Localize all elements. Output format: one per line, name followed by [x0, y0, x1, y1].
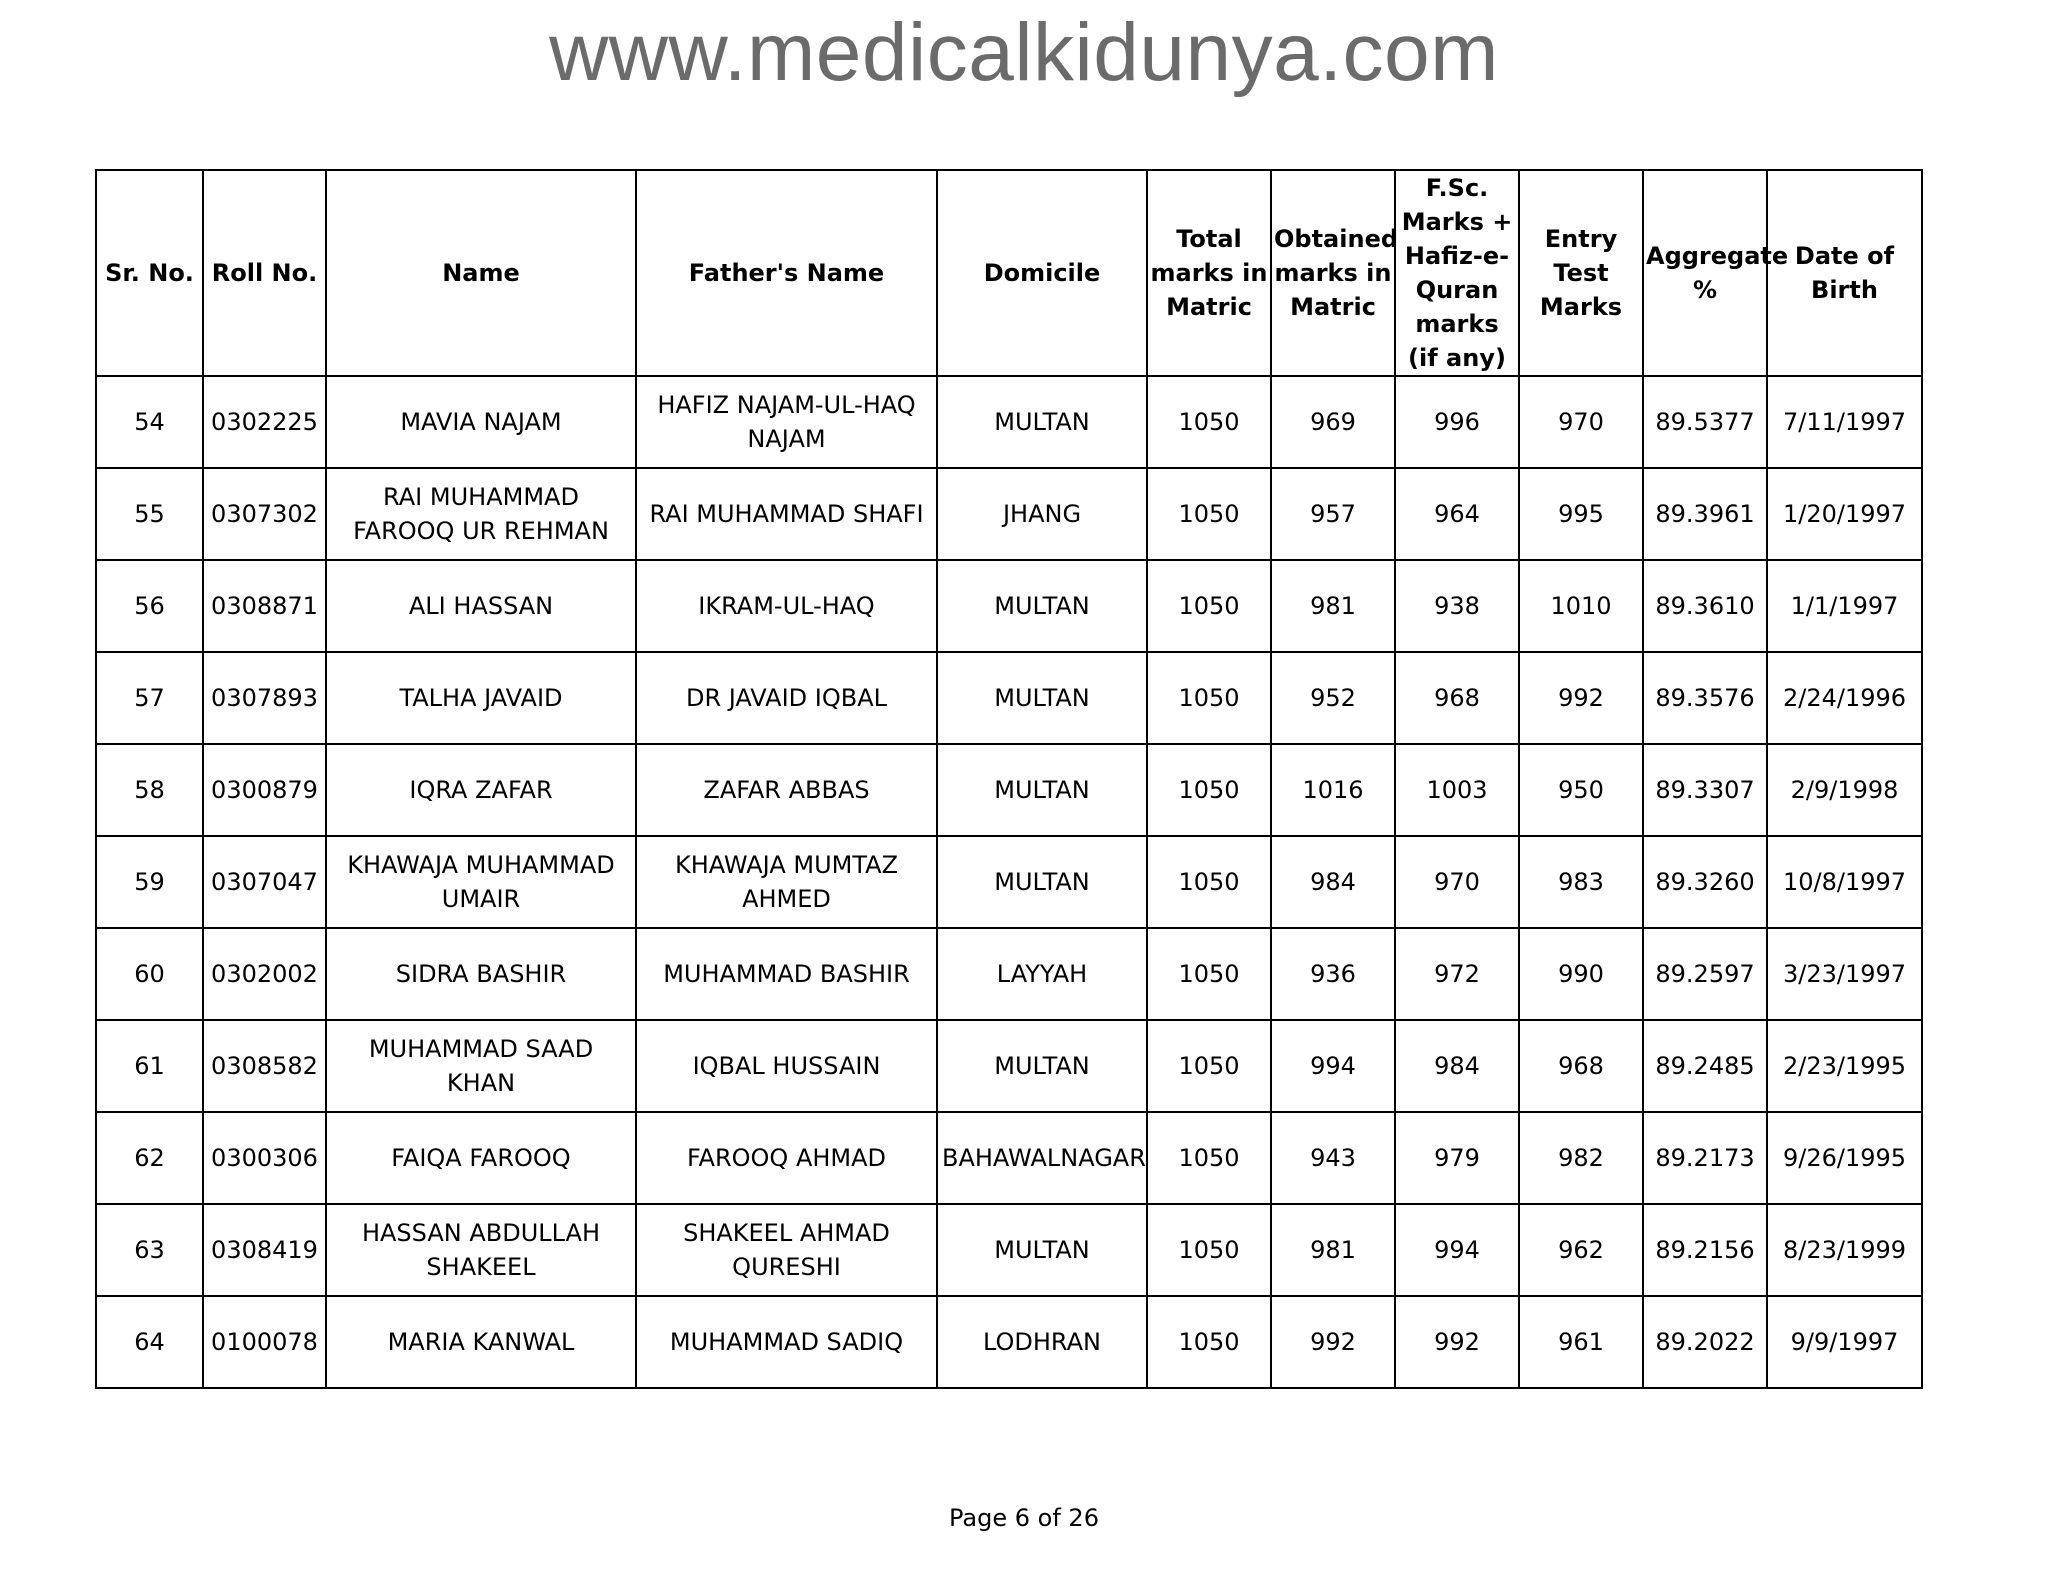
table-row: [96, 1296, 1922, 1388]
cell-total-marks-matric: 1050: [1147, 376, 1271, 468]
cell-date-of-birth: 9/9/1997: [1767, 1296, 1922, 1388]
cell-total-marks-matric: 1050: [1147, 560, 1271, 652]
cell-name: KHAWAJA MUHAMMAD UMAIR: [326, 836, 636, 928]
cell-fathers-name: FAROOQ AHMAD: [636, 1112, 937, 1204]
cell-roll-no: 0307302: [203, 468, 326, 560]
header-roll-no: Roll No.: [203, 170, 326, 376]
cell-obtained-marks-matric: 952: [1271, 652, 1395, 744]
cell-sr-no: 57: [96, 652, 203, 744]
cell-aggregate: 89.2173: [1643, 1112, 1767, 1204]
cell-aggregate: 89.3961: [1643, 468, 1767, 560]
cell-roll-no: 0307893: [203, 652, 326, 744]
table-row: [96, 560, 1922, 652]
cell-domicile: MULTAN: [937, 560, 1147, 652]
cell-entry-test-marks: 995: [1519, 468, 1643, 560]
cell-roll-no: 0308582: [203, 1020, 326, 1112]
cell-fathers-name: IKRAM-UL-HAQ: [636, 560, 937, 652]
table-header: [96, 170, 1922, 376]
cell-entry-test-marks: 982: [1519, 1112, 1643, 1204]
cell-entry-test-marks: 983: [1519, 836, 1643, 928]
cell-fathers-name: RAI MUHAMMAD SHAFI: [636, 468, 937, 560]
cell-roll-no: 0308871: [203, 560, 326, 652]
cell-date-of-birth: 2/9/1998: [1767, 744, 1922, 836]
cell-entry-test-marks: 950: [1519, 744, 1643, 836]
cell-domicile: JHANG: [937, 468, 1147, 560]
cell-sr-no: 56: [96, 560, 203, 652]
cell-roll-no: 0302002: [203, 928, 326, 1020]
cell-name: TALHA JAVAID: [326, 652, 636, 744]
cell-date-of-birth: 2/23/1995: [1767, 1020, 1922, 1112]
cell-aggregate: 89.5377: [1643, 376, 1767, 468]
header-fathers-name: Father's Name: [636, 170, 937, 376]
cell-aggregate: 89.3260: [1643, 836, 1767, 928]
cell-name: HASSAN ABDULLAH SHAKEEL: [326, 1204, 636, 1296]
cell-fsc-marks: 979: [1395, 1112, 1519, 1204]
cell-date-of-birth: 1/20/1997: [1767, 468, 1922, 560]
cell-fathers-name: MUHAMMAD BASHIR: [636, 928, 937, 1020]
cell-date-of-birth: 1/1/1997: [1767, 560, 1922, 652]
cell-fsc-marks: 1003: [1395, 744, 1519, 836]
cell-entry-test-marks: 1010: [1519, 560, 1643, 652]
cell-fathers-name: SHAKEEL AHMAD QURESHI: [636, 1204, 937, 1296]
header-date-of-birth: Date of Birth: [1767, 170, 1922, 376]
cell-sr-no: 55: [96, 468, 203, 560]
cell-fsc-marks: 984: [1395, 1020, 1519, 1112]
cell-sr-no: 63: [96, 1204, 203, 1296]
cell-date-of-birth: 9/26/1995: [1767, 1112, 1922, 1204]
header-obtained-marks-matric: Obtained marks in Matric: [1271, 170, 1395, 376]
cell-aggregate: 89.2485: [1643, 1020, 1767, 1112]
cell-date-of-birth: 3/23/1997: [1767, 928, 1922, 1020]
cell-total-marks-matric: 1050: [1147, 928, 1271, 1020]
cell-fsc-marks: 938: [1395, 560, 1519, 652]
header-aggregate: Aggregate %: [1643, 170, 1767, 376]
cell-aggregate: 89.2597: [1643, 928, 1767, 1020]
cell-fsc-marks: 968: [1395, 652, 1519, 744]
table-row: [96, 376, 1922, 468]
cell-fsc-marks: 994: [1395, 1204, 1519, 1296]
page-number: Page 6 of 26: [949, 1504, 1099, 1532]
cell-sr-no: 60: [96, 928, 203, 1020]
table-row: [96, 468, 1922, 560]
cell-name: MUHAMMAD SAAD KHAN: [326, 1020, 636, 1112]
cell-total-marks-matric: 1050: [1147, 744, 1271, 836]
cell-aggregate: 89.3307: [1643, 744, 1767, 836]
table-row: [96, 744, 1922, 836]
cell-fsc-marks: 964: [1395, 468, 1519, 560]
cell-roll-no: 0308419: [203, 1204, 326, 1296]
merit-list-table: [95, 169, 1923, 1389]
cell-name: RAI MUHAMMAD FAROOQ UR REHMAN: [326, 468, 636, 560]
table-row: [96, 1020, 1922, 1112]
cell-fathers-name: MUHAMMAD SADIQ: [636, 1296, 937, 1388]
cell-total-marks-matric: 1050: [1147, 1204, 1271, 1296]
table-body: [96, 376, 1922, 1388]
cell-total-marks-matric: 1050: [1147, 652, 1271, 744]
header-row: [96, 170, 1922, 376]
cell-entry-test-marks: 961: [1519, 1296, 1643, 1388]
cell-fathers-name: KHAWAJA MUMTAZ AHMED: [636, 836, 937, 928]
cell-domicile: MULTAN: [937, 376, 1147, 468]
table-row: [96, 1112, 1922, 1204]
cell-fsc-marks: 972: [1395, 928, 1519, 1020]
cell-obtained-marks-matric: 936: [1271, 928, 1395, 1020]
cell-roll-no: 0302225: [203, 376, 326, 468]
header-name: Name: [326, 170, 636, 376]
cell-domicile: MULTAN: [937, 1204, 1147, 1296]
cell-obtained-marks-matric: 981: [1271, 1204, 1395, 1296]
cell-date-of-birth: 7/11/1997: [1767, 376, 1922, 468]
cell-roll-no: 0307047: [203, 836, 326, 928]
cell-entry-test-marks: 970: [1519, 376, 1643, 468]
header-entry-test-marks: Entry Test Marks: [1519, 170, 1643, 376]
cell-entry-test-marks: 992: [1519, 652, 1643, 744]
cell-obtained-marks-matric: 957: [1271, 468, 1395, 560]
cell-fathers-name: ZAFAR ABBAS: [636, 744, 937, 836]
cell-sr-no: 62: [96, 1112, 203, 1204]
cell-aggregate: 89.3610: [1643, 560, 1767, 652]
cell-roll-no: 0300879: [203, 744, 326, 836]
header-total-marks-matric: Total marks in Matric: [1147, 170, 1271, 376]
cell-aggregate: 89.2022: [1643, 1296, 1767, 1388]
table-row: [96, 836, 1922, 928]
cell-entry-test-marks: 990: [1519, 928, 1643, 1020]
cell-aggregate: 89.3576: [1643, 652, 1767, 744]
cell-total-marks-matric: 1050: [1147, 1020, 1271, 1112]
cell-obtained-marks-matric: 994: [1271, 1020, 1395, 1112]
cell-domicile: LODHRAN: [937, 1296, 1147, 1388]
header-domicile: Domicile: [937, 170, 1147, 376]
cell-aggregate: 89.2156: [1643, 1204, 1767, 1296]
watermark-url: www.medicalkidunya.com: [549, 7, 1499, 98]
cell-date-of-birth: 10/8/1997: [1767, 836, 1922, 928]
cell-fathers-name: HAFIZ NAJAM-UL-HAQ NAJAM: [636, 376, 937, 468]
cell-domicile: MULTAN: [937, 836, 1147, 928]
cell-sr-no: 64: [96, 1296, 203, 1388]
cell-sr-no: 61: [96, 1020, 203, 1112]
cell-fathers-name: IQBAL HUSSAIN: [636, 1020, 937, 1112]
cell-entry-test-marks: 962: [1519, 1204, 1643, 1296]
cell-roll-no: 0100078: [203, 1296, 326, 1388]
cell-sr-no: 58: [96, 744, 203, 836]
header-sr-no: Sr. No.: [96, 170, 203, 376]
cell-total-marks-matric: 1050: [1147, 1112, 1271, 1204]
table-row: [96, 928, 1922, 1020]
cell-fsc-marks: 996: [1395, 376, 1519, 468]
cell-obtained-marks-matric: 984: [1271, 836, 1395, 928]
cell-domicile: BAHAWALNAGAR: [937, 1112, 1147, 1204]
cell-date-of-birth: 8/23/1999: [1767, 1204, 1922, 1296]
table-row: [96, 1204, 1922, 1296]
cell-total-marks-matric: 1050: [1147, 836, 1271, 928]
cell-obtained-marks-matric: 992: [1271, 1296, 1395, 1388]
cell-domicile: LAYYAH: [937, 928, 1147, 1020]
cell-obtained-marks-matric: 981: [1271, 560, 1395, 652]
cell-obtained-marks-matric: 1016: [1271, 744, 1395, 836]
cell-name: ALI HASSAN: [326, 560, 636, 652]
cell-entry-test-marks: 968: [1519, 1020, 1643, 1112]
cell-obtained-marks-matric: 943: [1271, 1112, 1395, 1204]
cell-name: MAVIA NAJAM: [326, 376, 636, 468]
cell-obtained-marks-matric: 969: [1271, 376, 1395, 468]
cell-name: SIDRA BASHIR: [326, 928, 636, 1020]
cell-domicile: MULTAN: [937, 744, 1147, 836]
header-fsc-marks: F.Sc. Marks + Hafiz-e-Quran marks (if any): [1395, 170, 1519, 376]
cell-name: FAIQA FAROOQ: [326, 1112, 636, 1204]
cell-domicile: MULTAN: [937, 652, 1147, 744]
cell-fsc-marks: 970: [1395, 836, 1519, 928]
cell-roll-no: 0300306: [203, 1112, 326, 1204]
cell-fsc-marks: 992: [1395, 1296, 1519, 1388]
cell-sr-no: 59: [96, 836, 203, 928]
cell-name: IQRA ZAFAR: [326, 744, 636, 836]
table-row: [96, 652, 1922, 744]
cell-fathers-name: DR JAVAID IQBAL: [636, 652, 937, 744]
cell-domicile: MULTAN: [937, 1020, 1147, 1112]
cell-total-marks-matric: 1050: [1147, 468, 1271, 560]
cell-sr-no: 54: [96, 376, 203, 468]
cell-total-marks-matric: 1050: [1147, 1296, 1271, 1388]
cell-date-of-birth: 2/24/1996: [1767, 652, 1922, 744]
cell-name: MARIA KANWAL: [326, 1296, 636, 1388]
